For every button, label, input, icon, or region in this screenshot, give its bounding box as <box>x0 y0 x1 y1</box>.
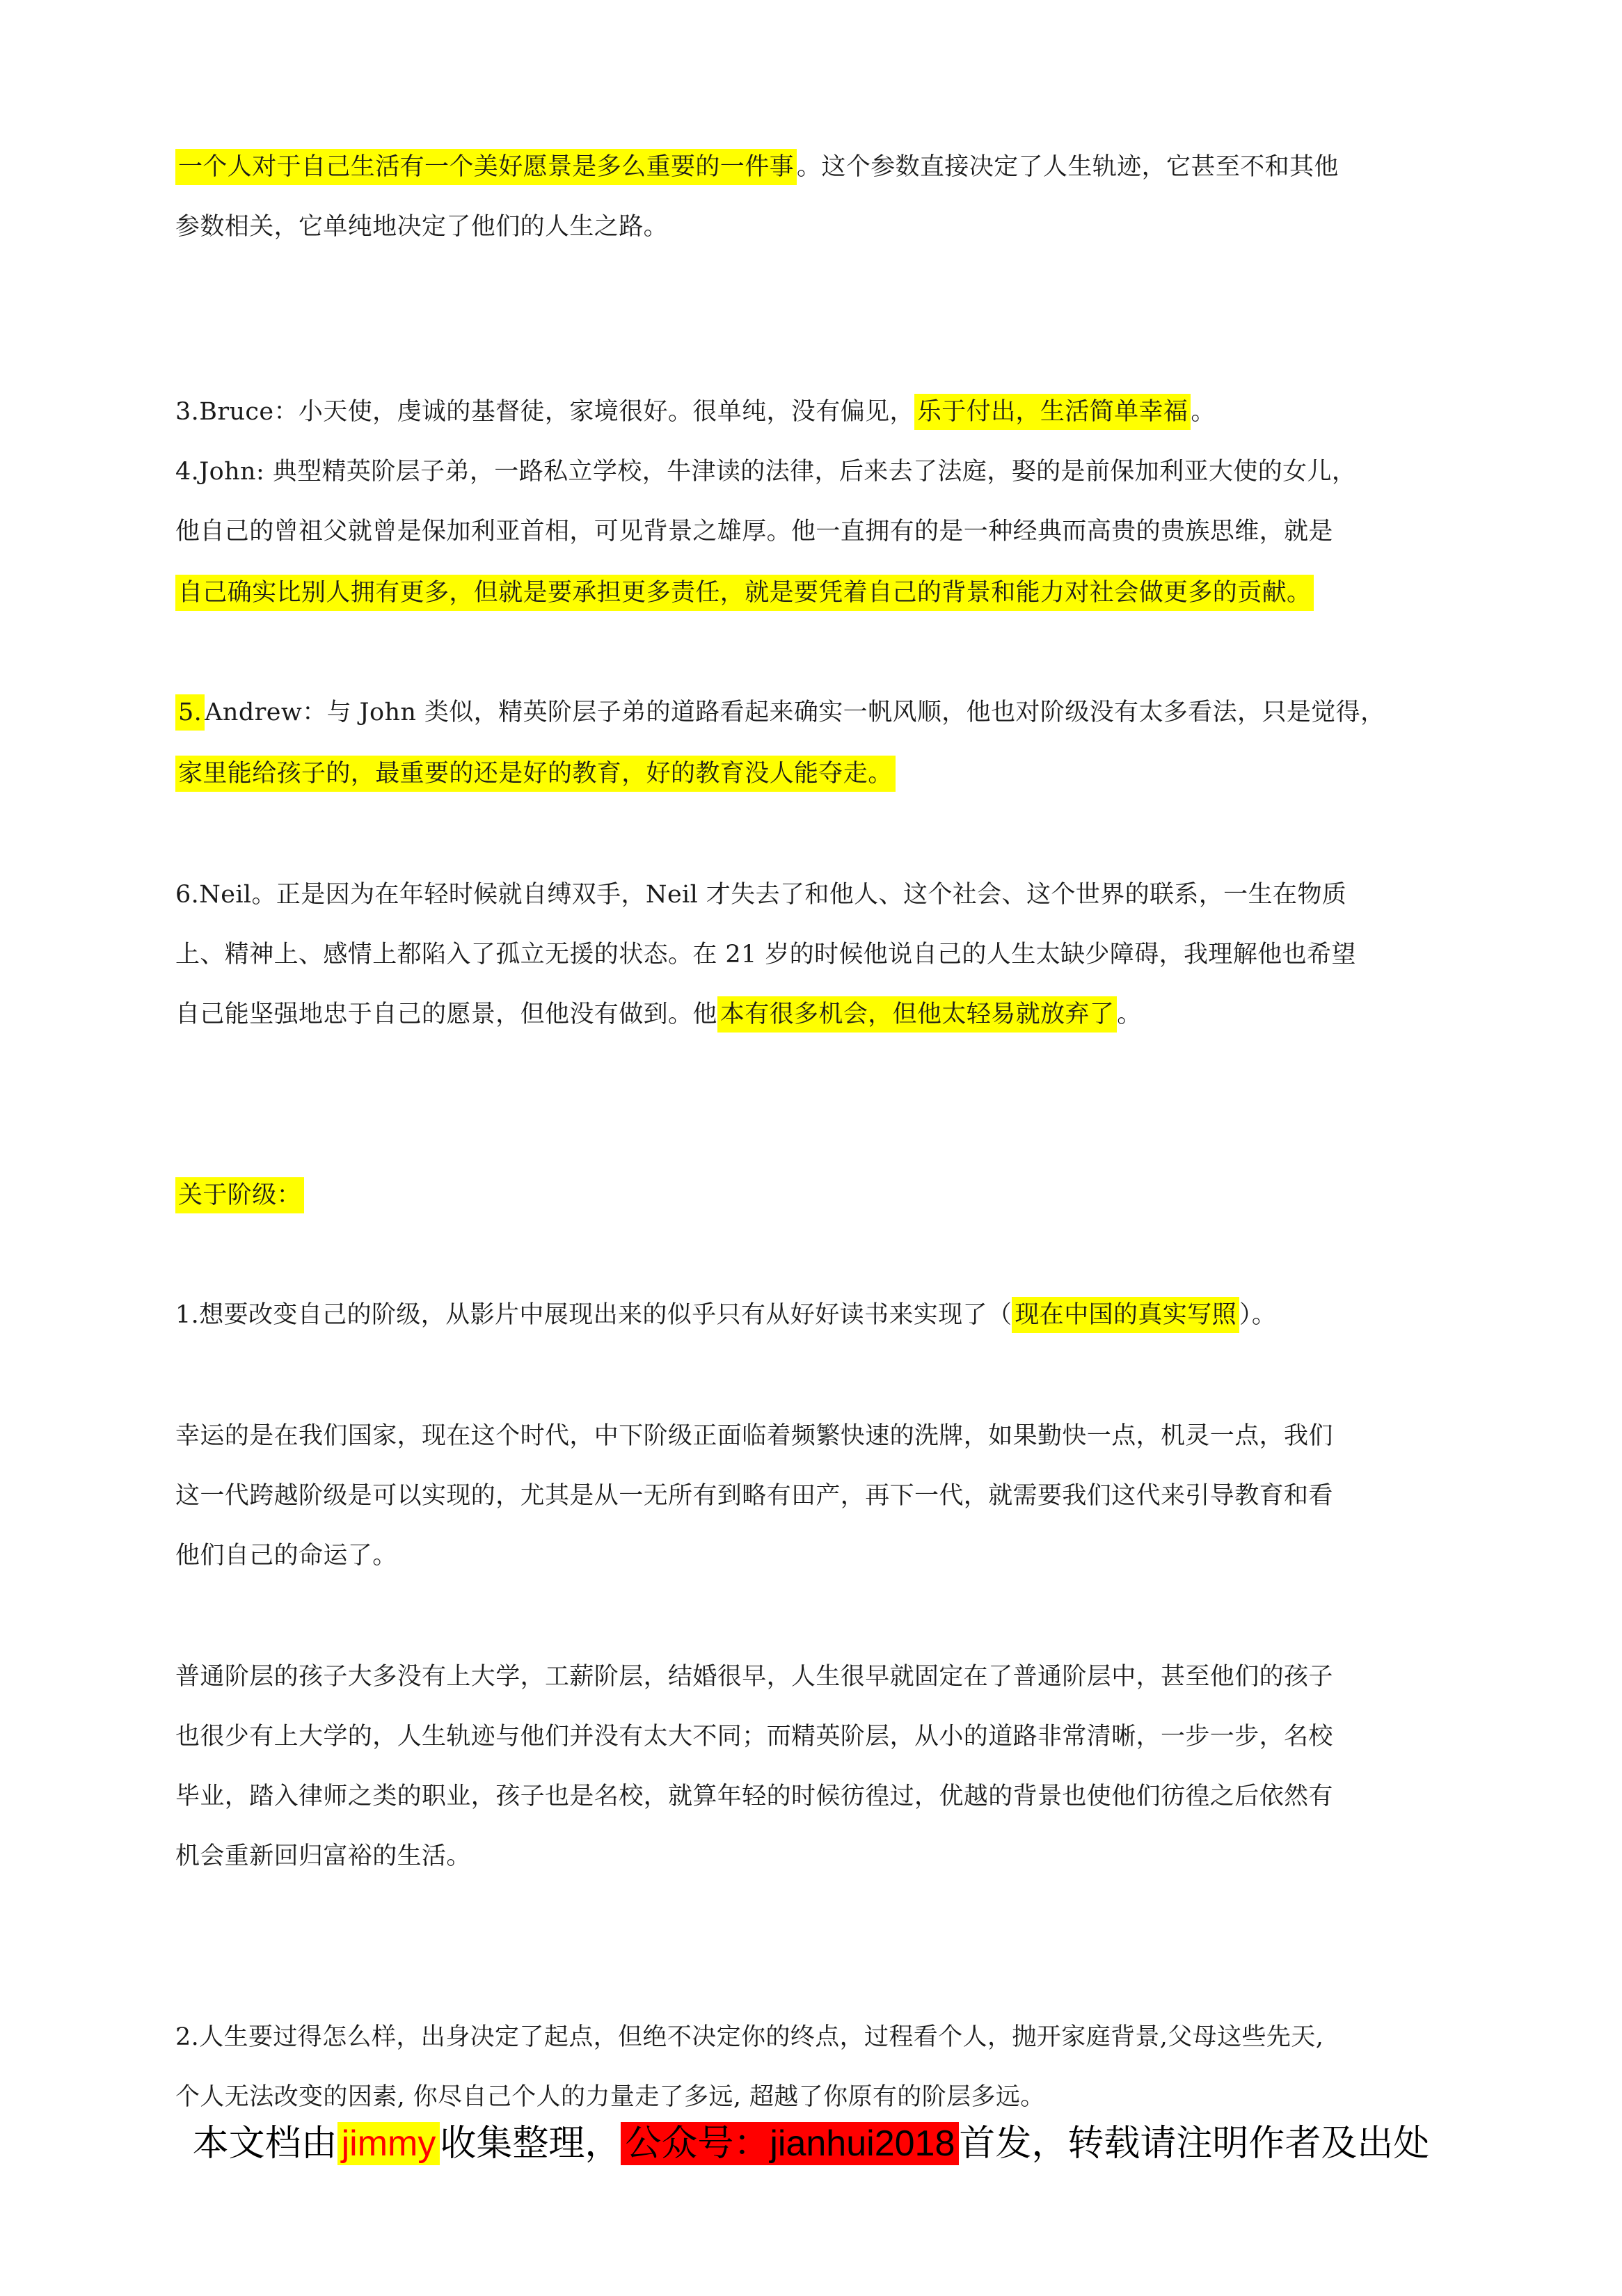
highlight-text: 本有很多机会，但他太轻易就放弃了 <box>717 996 1117 1033</box>
john-line-3 <box>175 575 1314 611</box>
highlight-text: 关于阶级： <box>175 1177 304 1213</box>
text-span: 本文档由 <box>192 2123 337 2165</box>
andrew-line-1 <box>175 694 1385 731</box>
class-heading <box>175 1177 304 1213</box>
text-span: 首发，转载请注明作者及出处 <box>959 2123 1430 2165</box>
text-span: 1.想要改变自己的阶级，从影片中展现出来的似乎只有从好好读书来实现了（ <box>175 1301 1012 1329</box>
text-span: 。 <box>1117 1000 1142 1028</box>
footer-attribution <box>0 2119 1622 2169</box>
text-span: 收集整理， <box>440 2123 621 2165</box>
highlight-text: 一个人对于自己生活有一个美好愿景是多么重要的一件事 <box>175 149 797 185</box>
highlight-text: 5. <box>175 694 205 731</box>
class-point-1 <box>175 1297 1276 1333</box>
andrew-line-2 <box>175 756 896 792</box>
ordinary-line-3: 毕业，踏入律师之类的职业，孩子也是名校，就算年轻的时候彷徨过，优越的背景也使他们彷徨之后依然有 <box>175 1783 1333 1810</box>
ordinary-line-4: 机会重新回归富裕的生活。 <box>175 1842 471 1870</box>
text-span: 。这个参数直接决定了人生轨迹，它甚至不和其他 <box>797 153 1339 181</box>
intro-line-1 <box>175 149 1339 185</box>
class-point-2-line-2: 个人无法改变的因素, 你尽自己个人的力量走了多远, 超越了你原有的阶层多远。 <box>175 2083 1045 2111</box>
lucky-line-2: 这一代跨越阶级是可以实现的，尤其是从一无所有到略有田产，再下一代，就需要我们这代来引导教育和看 <box>175 1482 1333 1510</box>
class-point-2-line-1: 2.人生要过得怎么样，出身决定了起点，但绝不决定你的终点，过程看个人，抛开家庭背景,父母这些先天, <box>175 2023 1324 2051</box>
text-span: 3.Bruce：小天使，虔诚的基督徒，家境很好。很单纯，没有偏见， <box>175 398 914 426</box>
author-name: jimmy <box>337 2122 440 2165</box>
john-line-2: 他自己的曾祖父就曾是保加利亚首相，可见背景之雄厚。他一直拥有的是一种经典而高贵的贵族思维，就是 <box>175 518 1333 545</box>
text-span: 。 <box>1191 398 1216 426</box>
ordinary-line-2: 也很少有上大学的，人生轨迹与他们并没有太大不同；而精英阶层，从小的道路非常清晰，一步一步，名校 <box>175 1723 1333 1751</box>
ordinary-line-1: 普通阶层的孩子大多没有上大学，工薪阶层，结婚很早，人生很早就固定在了普通阶层中，甚至他们的孩子 <box>175 1663 1333 1691</box>
intro-line-2: 参数相关，它单纯地决定了他们的人生之路。 <box>175 213 669 241</box>
highlight-text: 自己确实比别人拥有更多，但就是要承担更多责任，就是要凭着自己的背景和能力对社会做更多的贡献。 <box>175 575 1314 611</box>
text-span: 自己能坚强地忠于自己的愿景，但他没有做到。他 <box>175 1000 717 1028</box>
neil-line-1: 6.Neil。正是因为在年轻时候就自缚双手，Neil 才失去了和他人、这个社会、这个世界的联系，一生在物质 <box>175 881 1347 909</box>
text-span: ）。 <box>1239 1301 1277 1329</box>
bruce-line <box>175 394 1216 430</box>
account-label: 公众号：jianhui2018 <box>621 2122 959 2165</box>
neil-line-2: 上、精神上、感情上都陷入了孤立无援的状态。在 21 岁的时候他说自己的人生太缺少障碍，我理解他也希望 <box>175 941 1356 968</box>
text-span: Andrew：与 John 类似，精英阶层子弟的道路看起来确实一帆风顺，他也对阶级没有太多看法，只是觉得， <box>205 699 1385 726</box>
highlight-text: 乐于付出，生活简单幸福 <box>914 394 1191 430</box>
highlight-text: 现在中国的真实写照 <box>1012 1297 1239 1333</box>
lucky-line-1: 幸运的是在我们国家，现在这个时代，中下阶级正面临着频繁快速的洗牌，如果勤快一点，机灵一点，我们 <box>175 1422 1333 1450</box>
highlight-text: 家里能给孩子的，最重要的还是好的教育，好的教育没人能夺走。 <box>175 756 896 792</box>
neil-line-3 <box>175 996 1142 1033</box>
lucky-line-3: 他们自己的命运了。 <box>175 1542 397 1570</box>
john-line-1: 4.John: 典型精英阶层子弟，一路私立学校，牛津读的法律，后来去了法庭，娶的是前保加利亚大使的女儿， <box>175 458 1357 486</box>
